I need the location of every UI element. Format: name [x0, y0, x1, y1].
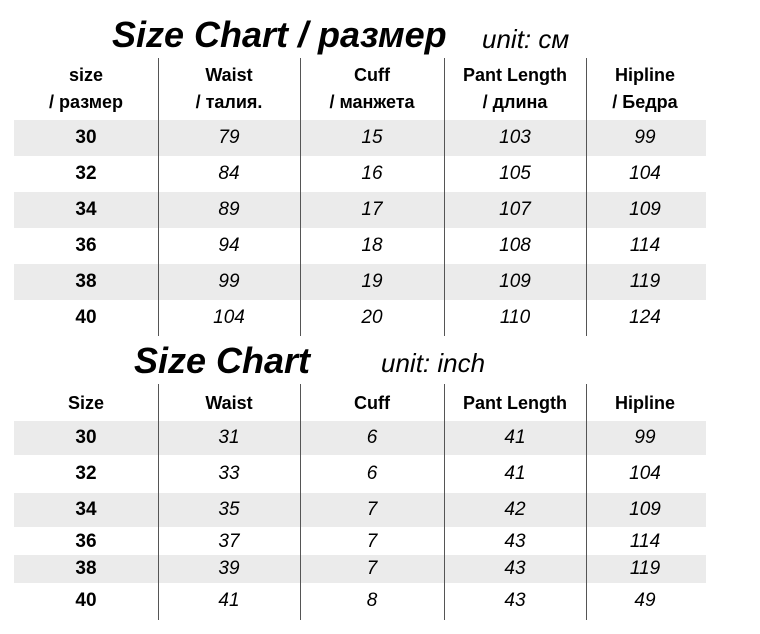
cm-cell: 36	[75, 235, 97, 256]
cm-cell: 108	[499, 235, 531, 256]
inch-cell: 41	[504, 427, 526, 448]
inch-cell: 34	[75, 499, 97, 520]
cm-cell: 19	[361, 271, 383, 292]
inch-cell: 42	[504, 499, 526, 520]
inch-table-unit: unit: inch	[381, 348, 486, 378]
inch-cell: 31	[218, 427, 240, 448]
inch-header-3: Pant Length	[463, 393, 567, 413]
cm-cell: 114	[629, 235, 661, 256]
cm-header-line: / размер	[48, 92, 124, 112]
cm-cell: 16	[361, 163, 383, 184]
cm-cell: 110	[499, 307, 531, 328]
inch-row-stripe	[14, 421, 706, 455]
cm-row-stripe	[14, 264, 706, 300]
cm-cell: 119	[629, 271, 661, 292]
cm-cell: 109	[629, 199, 661, 220]
cm-header-line: Waist	[205, 65, 253, 85]
cm-header-line: size	[68, 65, 104, 85]
cm-cell: 94	[218, 235, 240, 256]
inch-cell: 30	[75, 427, 97, 448]
cm-cell: 103	[499, 127, 531, 148]
cm-header-line: Hipline	[614, 65, 675, 85]
cm-header-1	[159, 62, 299, 116]
cm-cell: 20	[361, 307, 383, 328]
cm-cell: 124	[629, 307, 661, 328]
cm-cell: 32	[75, 163, 97, 184]
cm-table-title: Size Chart / размер	[112, 14, 447, 55]
inch-column-divider	[586, 384, 587, 620]
cm-header-line: / талия.	[195, 92, 263, 112]
inch-cell: 36	[75, 531, 97, 552]
inch-column-divider	[158, 384, 159, 620]
cm-header-line: / манжета	[329, 92, 415, 112]
inch-row-stripe	[14, 555, 706, 583]
inch-cell: 41	[504, 463, 526, 484]
cm-column-divider	[300, 58, 301, 336]
cm-row-stripe	[14, 120, 706, 156]
inch-cell: 43	[504, 531, 526, 552]
inch-cell: 99	[634, 427, 656, 448]
inch-cell: 8	[366, 590, 378, 611]
cm-cell: 18	[361, 235, 383, 256]
cm-cell: 84	[218, 163, 240, 184]
inch-cell: 37	[218, 531, 240, 552]
inch-cell: 43	[504, 558, 526, 579]
cm-header-2	[302, 62, 442, 116]
inch-cell: 7	[366, 558, 378, 579]
cm-cell: 99	[634, 127, 656, 148]
inch-cell: 38	[75, 558, 97, 579]
inch-cell: 6	[366, 463, 378, 484]
cm-header-line: / длина	[482, 92, 548, 112]
cm-cell: 107	[499, 199, 531, 220]
cm-header-4	[575, 62, 715, 116]
inch-header-2: Cuff	[354, 393, 390, 413]
inch-header-4: Hipline	[614, 393, 675, 413]
inch-cell: 39	[218, 558, 240, 579]
inch-cell: 40	[75, 590, 97, 611]
cm-header-0	[16, 62, 156, 116]
inch-cell: 104	[629, 463, 661, 484]
cm-cell: 99	[218, 271, 240, 292]
cm-cell: 89	[218, 199, 240, 220]
cm-header-line: Pant Length	[463, 65, 567, 85]
cm-cell: 34	[75, 199, 97, 220]
inch-cell: 33	[218, 463, 240, 484]
cm-table-unit: unit: см	[482, 24, 570, 54]
inch-row-stripe	[14, 493, 706, 527]
inch-cell: 109	[629, 499, 661, 520]
cm-cell: 30	[75, 127, 97, 148]
inch-header-0: Size	[67, 393, 105, 413]
inch-cell: 119	[629, 558, 661, 579]
inch-cell: 7	[366, 531, 378, 552]
inch-cell: 114	[629, 531, 661, 552]
inch-header-1: Waist	[205, 393, 253, 413]
cm-header-3	[445, 62, 585, 116]
inch-cell: 32	[75, 463, 97, 484]
cm-cell: 105	[499, 163, 531, 184]
cm-cell: 79	[218, 127, 240, 148]
cm-header-line: / Бедра	[612, 92, 678, 112]
cm-cell: 38	[75, 271, 97, 292]
inch-cell: 35	[218, 499, 240, 520]
cm-cell: 40	[75, 307, 97, 328]
cm-cell: 109	[499, 271, 531, 292]
cm-row-stripe	[14, 192, 706, 228]
inch-column-divider	[300, 384, 301, 620]
inch-cell: 43	[504, 590, 526, 611]
cm-header-line: Cuff	[354, 65, 390, 85]
inch-cell: 7	[366, 499, 378, 520]
cm-cell: 15	[361, 127, 383, 148]
cm-cell: 104	[629, 163, 661, 184]
cm-cell: 17	[361, 199, 383, 220]
cm-cell: 104	[213, 307, 245, 328]
inch-cell: 6	[366, 427, 378, 448]
inch-cell: 41	[218, 590, 240, 611]
inch-table-title: Size Chart	[134, 340, 311, 381]
inch-column-divider	[444, 384, 445, 620]
inch-cell: 49	[634, 590, 656, 611]
